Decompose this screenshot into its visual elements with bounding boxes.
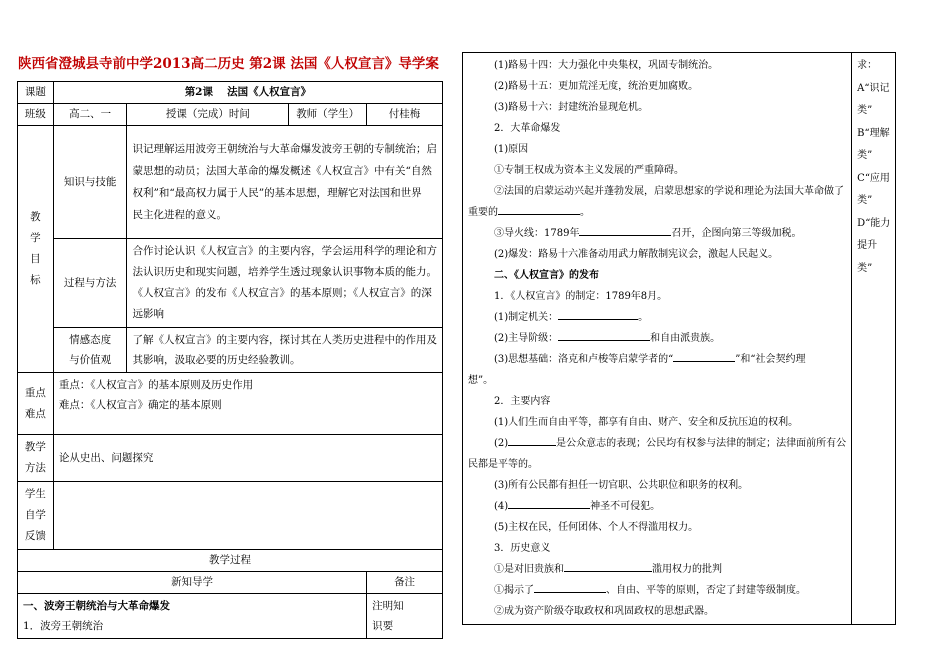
requirement-notes: 求： A“识记 类” B“理解 类” C“应用 类” D“能力 提升 类” xyxy=(852,53,896,625)
answer-blank[interactable] xyxy=(558,330,650,341)
key-content: 重点：《人权宣言》的基本原则及历史作用 难点：《人权宣言》确定的基本原则 xyxy=(53,373,442,435)
process-label: 过程与方法 xyxy=(53,239,127,328)
method-label: 教学 方法 xyxy=(18,435,54,482)
class-label: 班级 xyxy=(18,104,54,126)
answer-blank[interactable] xyxy=(579,225,671,236)
process-content: 合作讨论认识《人权宣言》的主要内容，学会运用科学的理论和方 法认识历史和现实问题，培养学生透过现象认识事物本质的能力。 《人权宣言》的发布《人权宣言》的基本原则；《人权宣言》的深 远影响 xyxy=(127,239,443,328)
guide-continued-content: (1)路易十四：大力强化中央集权，巩固专制统治。 (2)路易十五：更加荒淫无度，统治更加腐败。 (3)路易十六：封建统治显现危机。 2．大革命爆发 (1)原因 ①专制王权成为资本主义发展的严重障碍。 ②法国的启蒙运动兴起并蓬勃发展，启蒙思想家的学说和理论为法国大革命做了 重要的 。 ③导火线：1789年 召开，企图向第三等级加税。 (2)爆发：路易十六准备动用武力解散制宪议会，激起人民起义。 二、《人权宣言》的发布 1．《人权宣言》的制定：1789年8月。 (1)制定机关： 。 (2)主导阶级： 和自由派贵族。 (3)思想基础：洛克和卢梭等启蒙学者的“ ”和“社会契约理 想”。 2．主要内容 (1)人们生而自由平等，都享有自由、财产、安全和反抗压迫的权利。 (2) 是公众意志的表现；公民均有权参与法律的制定；法律面前所有公 民都是平等的。 (3)所有公民都有担任一切官职、公共职位和职务的权利。 (4) 神圣不可侵犯。 (5)主权在民，任何团体、个人不得滥用权力。 3．历史意义 ①是对旧贵族和 滥用权力的批判 ①揭示了 、自由、平等的原则，否定了封建等级制度。 ②成为资产阶级夺取政权和巩固政权的思想武器。 xyxy=(463,53,852,625)
method-value: 论从史出、问题探究 xyxy=(53,435,442,482)
guide-content: 一、波旁王朝统治与大革命爆发 1．波旁王朝统治 xyxy=(18,594,367,639)
course-value: 第2课 法国《人权宣言》 xyxy=(53,82,442,104)
emotion-label: 情感态度 与价值观 xyxy=(53,328,127,373)
key-label: 重点 难点 xyxy=(18,373,54,435)
emotion-content: 了解《人权宣言》的主要内容，探讨其在人类历史进程中的作用及 其影响，汲取必要的历史经验教训。 xyxy=(127,328,443,373)
teacher-value: 付桂梅 xyxy=(367,104,443,126)
answer-blank[interactable] xyxy=(508,498,590,509)
answer-blank[interactable] xyxy=(564,561,652,572)
page-title: 陕西省澄城县寺前中学2013高二历史 第2课 法国《人权宣言》导学案 xyxy=(18,56,439,72)
course-label: 课题 xyxy=(18,82,54,104)
remark-content: 注明知 识要 xyxy=(367,594,443,639)
feedback-label: 学生 自学 反馈 xyxy=(18,482,54,550)
remark-header: 备注 xyxy=(367,572,443,594)
class-value: 高二、一 xyxy=(53,104,127,126)
goals-label: 教 学 目 标 xyxy=(18,126,54,373)
time-label: 授课（完成）时间 xyxy=(127,104,289,126)
feedback-content xyxy=(53,482,442,550)
answer-blank[interactable] xyxy=(534,582,606,593)
lesson-plan-table xyxy=(17,81,443,639)
knowledge-label: 知识与技能 xyxy=(53,126,127,239)
answer-blank[interactable] xyxy=(498,204,580,215)
answer-blank[interactable] xyxy=(558,309,638,320)
guide-header: 新知导学 xyxy=(18,572,367,594)
answer-blank[interactable] xyxy=(673,351,735,362)
knowledge-content: 识记理解运用波旁王朝统治与大革命爆发波旁王朝的专制统治；启 蒙思想的动员；法国大革命的爆发概述《人权宣言》中有关“自然 权利”和“最高权力属于人民”的基本思想，理解它对法国和世界 民主化进程的意义。 xyxy=(127,126,443,239)
process-header: 教学过程 xyxy=(18,550,443,572)
guide-continuation-table xyxy=(462,52,896,625)
teacher-label: 教师（学生） xyxy=(289,104,367,126)
answer-blank[interactable] xyxy=(508,435,556,446)
